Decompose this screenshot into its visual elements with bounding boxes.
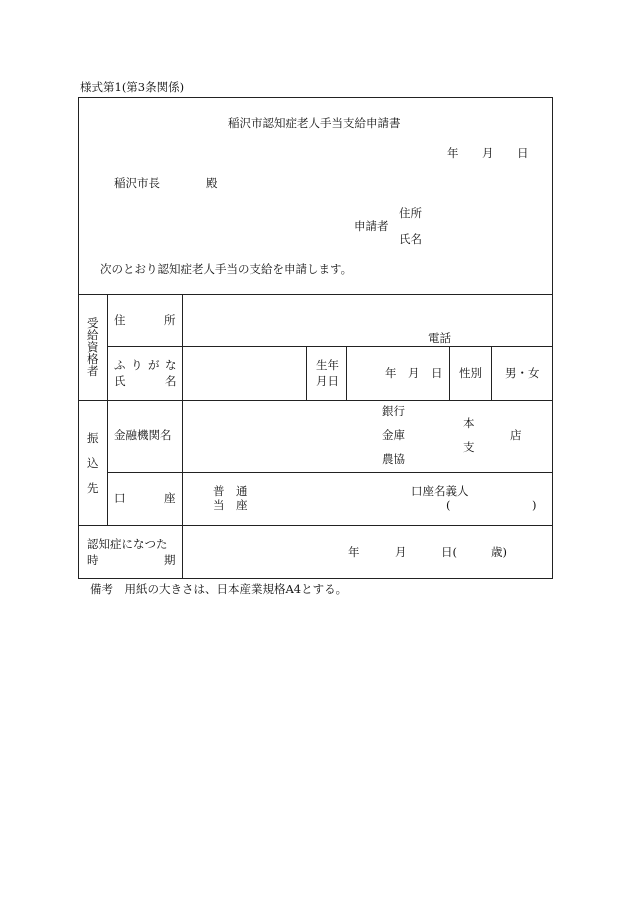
account-holder-label: 口座名義人 (411, 484, 469, 498)
transfer-label-2: 込 (87, 456, 99, 470)
onset-label-line1: 認知症になつた (87, 537, 168, 551)
form-border-left (78, 97, 79, 579)
date-year: 年 (447, 146, 459, 160)
onset-label-time-1: 時 (87, 553, 99, 567)
remarks: 備考 用紙の大きさは、日本産業規格A4とする。 (90, 582, 348, 596)
sex-label: 性別 (459, 366, 482, 380)
sex-value: 男・女 (505, 366, 540, 380)
line-name-divider (306, 346, 307, 400)
birth-label-2: 月日 (316, 374, 339, 388)
bank-type-nokyo: 農協 (382, 452, 405, 466)
recipient-label-2: 給 (87, 328, 99, 342)
branch-suffix: 店 (510, 428, 522, 442)
onset-month: 月 (395, 545, 407, 559)
birth-year: 年 (385, 366, 397, 380)
onset-label-time-2: 期 (164, 553, 176, 567)
line-birth-label-divider (346, 346, 347, 400)
line-bank-end (108, 472, 553, 473)
onset-day: 日( (441, 545, 457, 559)
recipient-label-3: 資 (87, 340, 99, 354)
paren-close: ) (532, 498, 537, 512)
transfer-label-1: 振 (87, 431, 99, 445)
branch-type-sub: 支 (463, 440, 475, 454)
furigana-label-2: り (131, 358, 143, 372)
line-transfer-end (78, 525, 553, 526)
applicant-name-label: 氏名 (399, 232, 422, 246)
furigana-label-1: ふ (114, 358, 126, 372)
form-label: 様式第1(第3条関係) (80, 80, 185, 94)
line-field-label-divider (182, 294, 183, 579)
phone-label: 電話 (428, 331, 451, 345)
birth-day: 日 (431, 366, 443, 380)
address-label-2: 所 (164, 313, 176, 327)
branch-type-main: 本 (463, 416, 475, 430)
recipient-label-4: 格 (87, 352, 99, 366)
account-label-1: 口 (114, 491, 126, 505)
line-header-end (78, 294, 553, 295)
statement: 次のとおり認知症老人手当の支給を申請します。 (100, 262, 353, 276)
date-day: 日 (517, 146, 529, 160)
date-month: 月 (482, 146, 494, 160)
onset-age: 歳) (491, 545, 507, 559)
applicant-address-label: 住所 (399, 206, 422, 220)
addressee-honorific: 殿 (206, 176, 218, 190)
transfer-label-3: 先 (87, 481, 99, 495)
line-recipient-end (78, 400, 553, 401)
line-sex-label-divider (491, 346, 492, 400)
address-label-1: 住 (114, 313, 126, 327)
recipient-label-1: 受 (87, 316, 99, 330)
birth-month: 月 (408, 366, 420, 380)
line-address-end (108, 346, 553, 347)
line-birth-date-divider (449, 346, 450, 400)
birth-label-1: 生年 (316, 358, 339, 372)
account-label-2: 座 (164, 491, 176, 505)
recipient-label-5: 者 (87, 364, 99, 378)
onset-year: 年 (348, 545, 360, 559)
account-type-current: 当 座 (213, 498, 248, 512)
addressee-mayor: 稲沢市長 (114, 176, 160, 190)
name-label-1: 氏 (114, 374, 126, 388)
applicant-label: 申請者 (354, 219, 389, 233)
furigana-label-4: な (165, 358, 177, 372)
bank-type-shinkin: 金庫 (382, 428, 405, 442)
form-border-top (78, 97, 553, 98)
paren-open: ( (446, 498, 451, 512)
form-title: 稲沢市認知症老人手当支給申請書 (228, 116, 401, 130)
furigana-label-3: が (148, 358, 160, 372)
bank-label: 金融機関名 (114, 428, 172, 442)
name-label-2: 名 (165, 374, 177, 388)
line-section-label-divider (107, 294, 108, 525)
form-border-right (552, 97, 553, 579)
form-border-bottom (78, 578, 553, 579)
bank-type-bank: 銀行 (382, 404, 405, 418)
account-type-ordinary: 普 通 (213, 484, 248, 498)
